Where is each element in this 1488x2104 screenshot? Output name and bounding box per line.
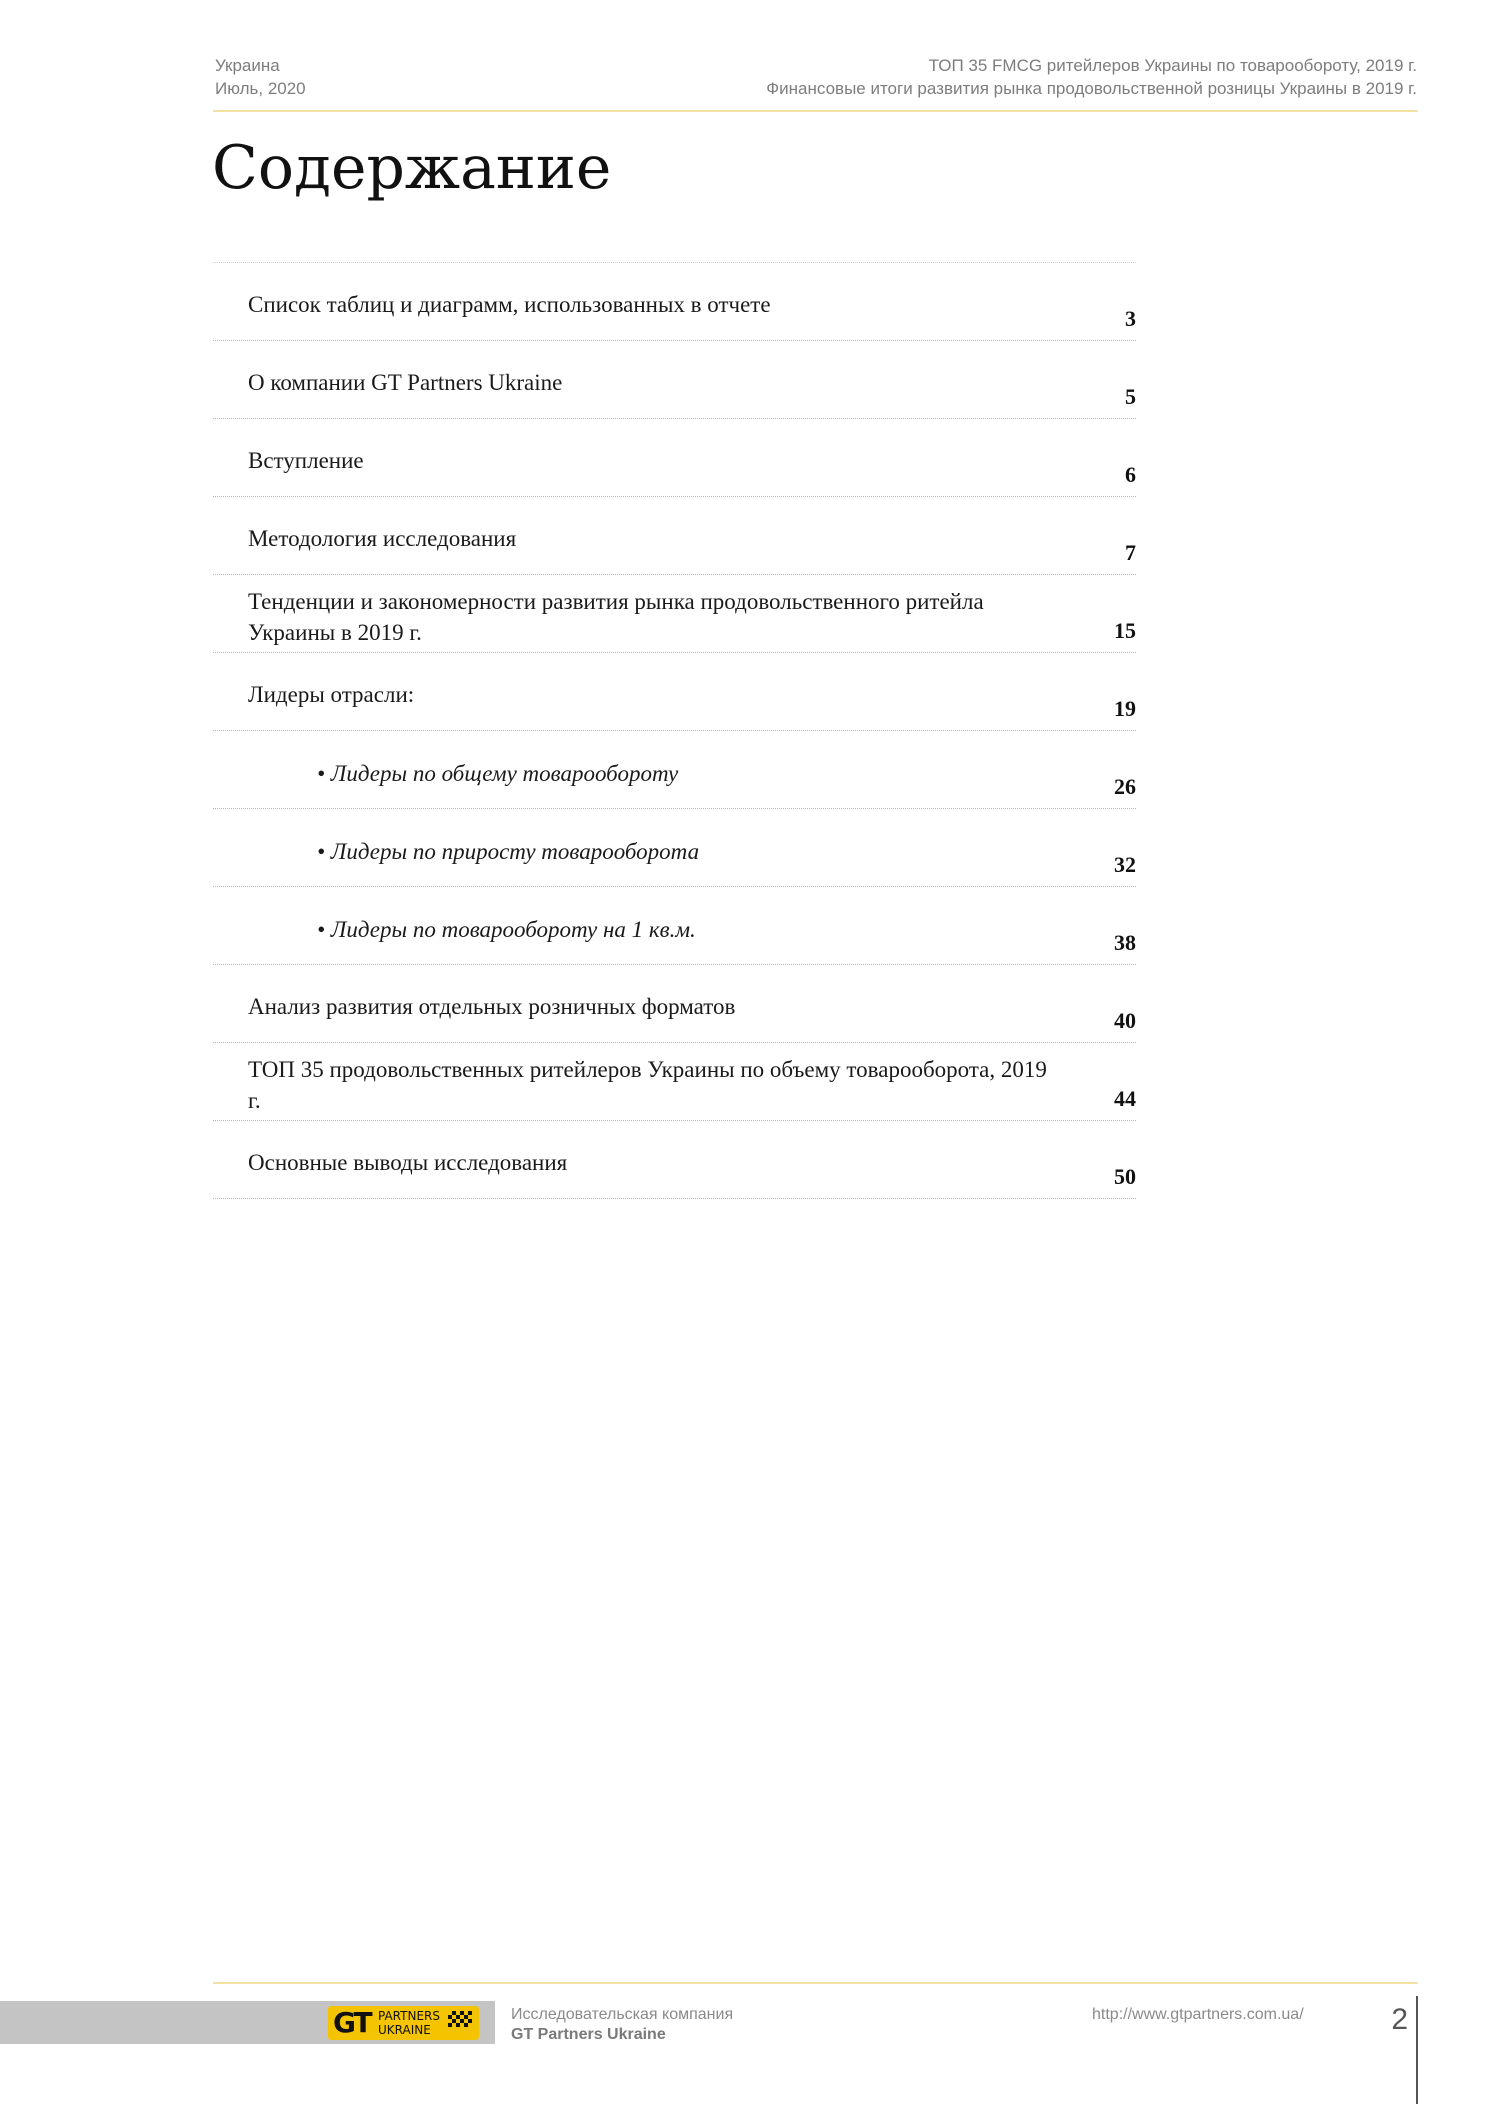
header-date: Июль, 2020: [215, 79, 306, 98]
toc-subentry[interactable]: [213, 887, 1136, 965]
toc-entry[interactable]: [213, 263, 1136, 341]
company-logo: [328, 2006, 479, 2040]
toc-entry-text: Список таблиц и диаграмм, использованных в отчете: [248, 292, 771, 317]
toc-entry-page: 44: [1114, 1086, 1136, 1111]
toc-entry-page: 6: [1125, 462, 1136, 487]
toc-entry-text: Основные выводы исследования: [248, 1150, 568, 1175]
toc-entry[interactable]: [213, 653, 1136, 731]
footer-company-name: GT Partners Ukraine: [511, 2026, 666, 2043]
toc-subentry-text: • Лидеры по товарообороту на 1 кв.м.: [317, 917, 696, 942]
toc-entry-page: 7: [1125, 540, 1136, 565]
toc-entry-page: 3: [1125, 306, 1136, 331]
toc-entry-text: Лидеры отрасли:: [248, 682, 415, 707]
toc-subentry-page: 32: [1114, 852, 1136, 877]
toc-subentry-page: 38: [1114, 930, 1136, 955]
footer-divider: [213, 1982, 1418, 1984]
toc-entry-text: Анализ развития отдельных розничных форматов: [248, 994, 736, 1019]
toc-subentry[interactable]: [213, 809, 1136, 887]
toc-entry[interactable]: [213, 575, 1136, 653]
toc-entry-text: Методология исследования: [248, 526, 517, 551]
logo-ukraine-text: UKRAINE: [378, 2023, 431, 2037]
toc-entry-page: 15: [1114, 618, 1136, 643]
toc-entry[interactable]: [213, 965, 1136, 1043]
header-left: [215, 54, 306, 100]
toc-entry[interactable]: [213, 419, 1136, 497]
page-number: 2: [1391, 2003, 1408, 2036]
footer-vertical-rule: [1416, 1996, 1418, 2104]
toc-entry-text: Тенденции и закономерности развития рынка продовольственного ритейла Украины в 2019 г.: [248, 589, 984, 645]
toc-entry[interactable]: [213, 497, 1136, 575]
logo-words: [378, 2009, 440, 2037]
header-report-title: ТОП 35 FMCG ритейлеров Украины по товарообороту, 2019 г.: [928, 56, 1417, 75]
toc-entry-text: О компании GT Partners Ukraine: [248, 370, 563, 395]
header-country: Украина: [215, 56, 280, 75]
header-right: [766, 54, 1417, 100]
toc-entry-page: 5: [1125, 384, 1136, 409]
logo-gt-text: GT: [333, 2006, 371, 2039]
logo-partners-text: PARTNERS: [378, 2009, 440, 2023]
toc-entry-page: 19: [1114, 696, 1136, 721]
footer-url-link[interactable]: http://www.gtpartners.com.ua/: [1092, 2006, 1304, 2023]
table-of-contents: [213, 262, 1136, 1199]
toc-subentry-page: 26: [1114, 774, 1136, 799]
toc-subentry-text: • Лидеры по общему товарообороту: [317, 761, 679, 786]
toc-entry[interactable]: [213, 1043, 1136, 1121]
toc-entry-page: 50: [1114, 1164, 1136, 1189]
header-report-subtitle: Финансовые итоги развития рынка продовольственной розницы Украины в 2019 г.: [766, 79, 1417, 98]
toc-subentry[interactable]: [213, 731, 1136, 809]
toc-entry-page: 40: [1114, 1008, 1136, 1033]
page-title: Содержание: [212, 133, 612, 203]
header-divider: [213, 110, 1418, 112]
toc-entry-text: Вступление: [248, 448, 364, 473]
toc-entry[interactable]: [213, 1121, 1136, 1199]
checkered-flag-icon: [448, 2011, 472, 2027]
toc-entry[interactable]: [213, 341, 1136, 419]
footer-company: [511, 2005, 733, 2045]
footer-company-line1: Исследовательская компания: [511, 2006, 734, 2023]
toc-subentry-text: • Лидеры по приросту товарооборота: [317, 839, 700, 864]
toc-entry-text: ТОП 35 продовольственных ритейлеров Украины по объему товарооборота, 2019 г.: [248, 1057, 1047, 1113]
